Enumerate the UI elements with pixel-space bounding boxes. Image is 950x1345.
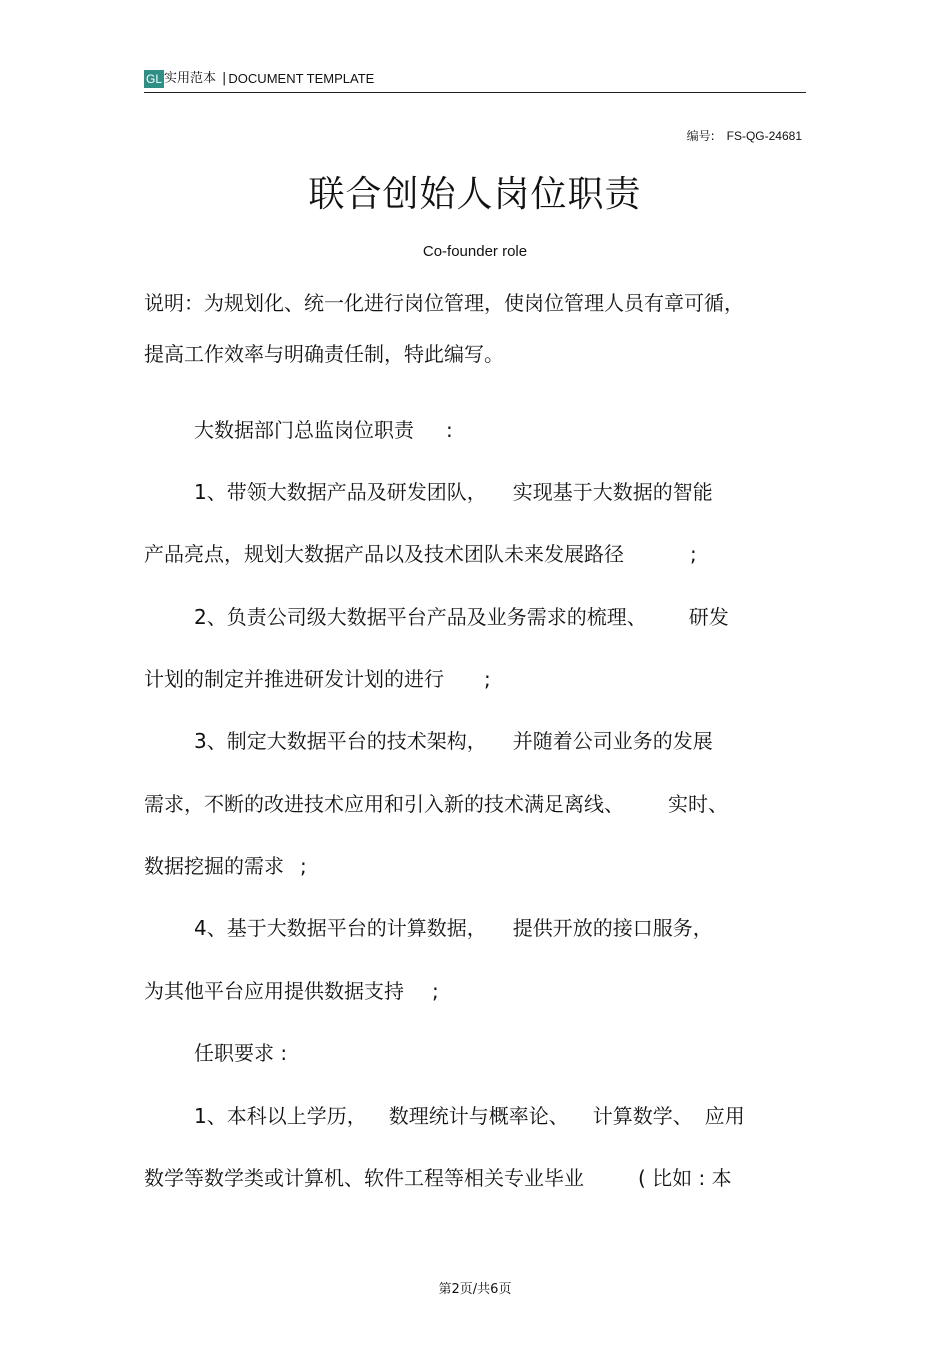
item-5-part-f: ( 比如 : 本	[638, 1166, 732, 1190]
item-3-part-e: 数据挖掘的需求	[144, 854, 284, 878]
item-2-part-a: 2、负责公司级大数据平台产品及业务需求的梳理、	[194, 605, 647, 629]
item-3-line-1	[194, 727, 713, 755]
page-title: 联合创始人岗位职责	[308, 174, 642, 215]
item-1-line-2	[144, 540, 697, 568]
item-3-part-c: 需求，不断的改进技术应用和引入新的技术满足离线、	[144, 792, 624, 816]
item-2-part-c: 计划的制定并推进研发计划的进行	[144, 667, 444, 691]
item-2-line-1	[194, 603, 729, 631]
item-1-part-a: 1、带领大数据产品及研发团队，	[194, 480, 487, 504]
item-5-part-d: 应用	[704, 1104, 745, 1128]
intro-line-1: 说明：为规划化、统一化进行岗位管理，使岗位管理人员有章可循，	[144, 291, 744, 315]
gl-logo: GL	[146, 72, 163, 86]
item-3-semicolon: ;	[300, 854, 307, 878]
doc-number-label: 编号:	[686, 129, 715, 143]
header-separator: |	[222, 71, 227, 86]
item-5-part-e: 数学等数学类或计算机、软件工程等相关专业毕业	[144, 1166, 584, 1190]
document-header	[144, 68, 806, 93]
item-5-part-b: 数理统计与概率论、	[388, 1104, 569, 1128]
doc-number-value: FS-QG-24681	[726, 129, 802, 143]
item-3-line-2	[144, 790, 728, 818]
item-3-part-d: 实时、	[668, 792, 728, 816]
item-3-line-3	[144, 852, 307, 880]
item-2-part-b: 研发	[688, 605, 729, 629]
item-4-line-1	[194, 914, 713, 942]
section-heading-colon: :	[446, 418, 453, 442]
item-1-line-1	[194, 478, 713, 506]
item-5-line-1	[194, 1102, 745, 1130]
section-heading-requirements: 任职要求 :	[194, 1041, 288, 1065]
item-4-line-2	[144, 977, 439, 1005]
item-4-part-b: 提供开放的接口服务，	[512, 916, 713, 940]
item-1-part-b: 实现基于大数据的智能	[512, 480, 713, 504]
intro-line-2: 提高工作效率与明确责任制，特此编写。	[144, 342, 504, 366]
item-5-part-a: 1、本科以上学历，	[194, 1104, 367, 1128]
item-2-semicolon: ;	[484, 667, 491, 691]
item-1-semicolon: ;	[690, 542, 697, 566]
item-2-line-2	[144, 665, 491, 693]
item-4-semicolon: ;	[432, 979, 439, 1003]
page-footer: 第2页/共6页	[438, 1282, 512, 1297]
item-4-part-a: 4、基于大数据平台的计算数据，	[194, 916, 487, 940]
page-subtitle: Co-founder role	[422, 243, 528, 260]
header-title: 实用范本	[164, 71, 217, 86]
item-4-part-c: 为其他平台应用提供数据支持	[144, 979, 404, 1003]
item-3-part-b: 并随着公司业务的发展	[512, 729, 713, 753]
document-number	[687, 127, 802, 144]
header-subtitle: DOCUMENT TEMPLATE	[228, 71, 375, 86]
item-5-part-c: 计算数学、	[592, 1104, 693, 1128]
section-heading-text: 大数据部门总监岗位职责	[194, 418, 414, 442]
item-3-part-a: 3、制定大数据平台的技术架构，	[194, 729, 487, 753]
item-1-part-c: 产品亮点，规划大数据产品以及技术团队未来发展路径	[144, 542, 624, 566]
item-5-line-2	[144, 1164, 732, 1192]
section-heading-duties	[194, 416, 453, 444]
